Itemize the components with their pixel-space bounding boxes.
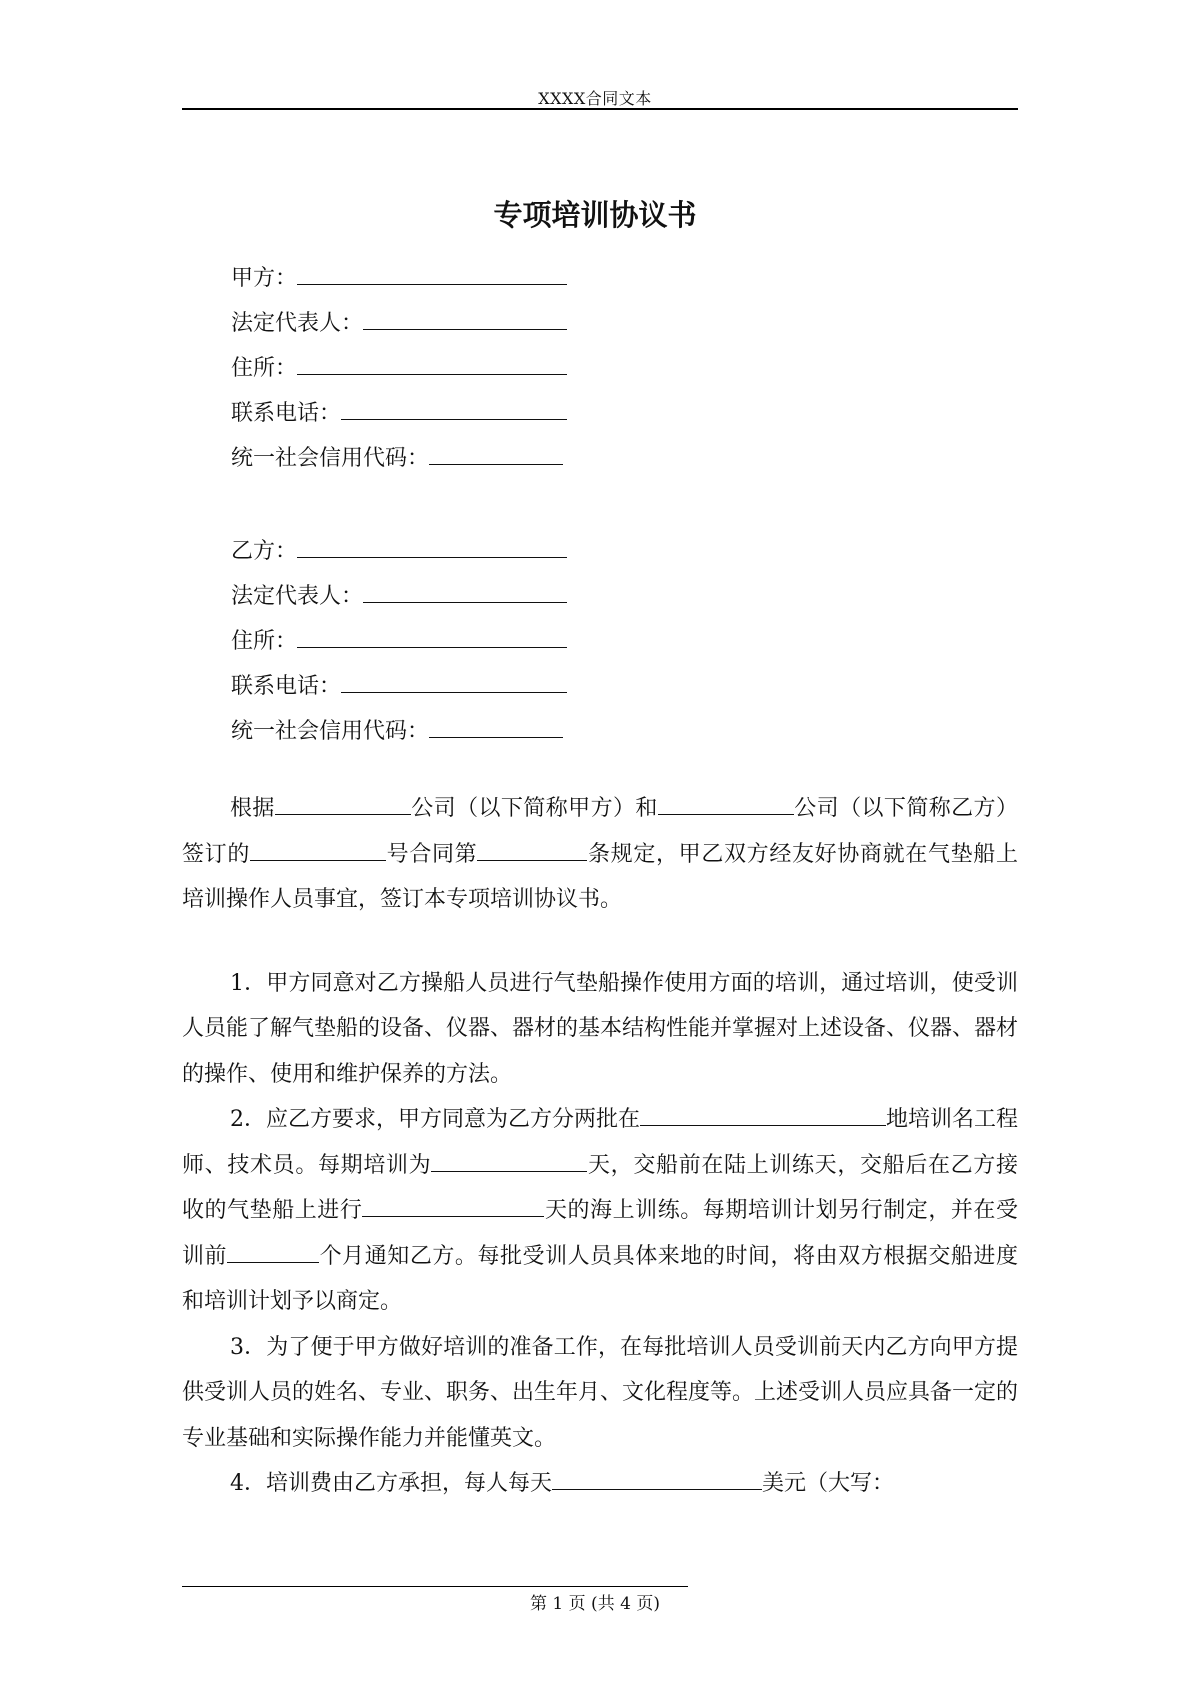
party-a-credit-code-blank[interactable] [429,442,563,465]
text-run: 个月通知乙方。每批受训人员具体来地的时间，将由双方根据交船进度和培训计划予以商定。 [182,1243,1018,1314]
field-label: 法定代表人： [231,584,364,609]
party-a-address-blank[interactable] [297,352,567,375]
party-a-representative-blank[interactable] [363,307,567,330]
party-a-company-blank[interactable] [275,792,411,815]
sea-training-days-blank[interactable] [362,1194,544,1217]
field-label: 住所： [231,356,298,381]
paragraph-gap [182,923,1018,961]
field-label: 住所： [231,629,298,654]
party-b-company-blank[interactable] [658,792,794,815]
training-days-blank[interactable] [431,1149,587,1172]
party-a-address-row [231,346,567,391]
text-run: 号合同第 [386,841,478,867]
field-label: 联系电话： [231,674,342,699]
party-b-representative-blank[interactable] [363,580,567,603]
field-label: 甲方： [231,266,298,291]
party-a-name-row [231,256,567,301]
party-b-credit-code-row [231,709,567,754]
text-run: 美元（大写： [762,1471,895,1496]
field-label: 乙方： [231,539,298,564]
party-b-phone-row [231,664,567,709]
party-b-name-blank[interactable] [297,535,567,558]
text-run: 公司（以下简称乙方）签订的 [182,796,1018,867]
party-a-credit-code-row [231,436,567,481]
text-run: 根据 [230,796,275,821]
clause-number-blank[interactable] [477,838,587,861]
party-a-phone-blank[interactable] [341,397,567,420]
text-run: 天的海上训练。每期培训计划另行制定，并在受训前 [182,1198,1018,1269]
clause-1: 1．甲方同意对乙方操船人员进行气垫船操作使用方面的培训，通过培训，使受训人员能了解气垫船的设备、仪器、器材的基本结构性能并掌握对上述设备、仪器、器材的操作、使用和维护保养的方法。 [182,970,1019,1087]
party-b-representative-row [231,574,567,619]
party-a-block [231,256,567,481]
header-divider [182,108,1018,110]
text-run: 公司（以下简称甲方）和 [410,796,658,821]
text-run: 地培训名工程师、技术员。每期培训为 [182,1107,1019,1178]
clause-3: 3．为了便于甲方做好培训的准备工作，在每批培训人员受训前天内乙方向甲方提供受训人员的姓名、专业、职务、出生年月、文化程度等。上述受训人员应具备一定的专业基础和实际操作能力并能懂英文。 [182,1334,1019,1451]
footer-divider [182,1586,688,1587]
text-run: 天，交船前在陆上训练天，交船后在乙方接收的气垫船上进行 [182,1152,1018,1223]
field-label: 统一社会信用代码： [231,446,430,471]
running-header: XXXX合同文本 [538,89,652,108]
party-b-phone-blank[interactable] [341,670,567,693]
preamble-paragraph [182,786,1018,923]
clause-2 [182,1097,1018,1325]
notice-months-blank[interactable] [227,1240,319,1263]
party-b-address-blank[interactable] [297,625,567,648]
text-run: 条规定，甲乙双方经友好协商就在气垫船上培训操作人员事宜，签订本专项培训协议书。 [182,841,1018,912]
contract-number-blank[interactable] [250,838,386,861]
party-b-address-row [231,619,567,664]
party-a-phone-row [231,391,567,436]
document-title: 专项培训协议书 [493,198,697,232]
clause-4 [182,1461,1018,1507]
agreement-body [182,786,1018,1507]
field-label: 联系电话： [231,401,342,426]
text-run: 2．应乙方要求，甲方同意为乙方分两批在 [230,1107,640,1132]
text-run: 4．培训费由乙方承担，每人每天 [230,1471,552,1496]
party-b-credit-code-blank[interactable] [429,715,563,738]
field-label: 统一社会信用代码： [231,719,430,744]
party-b-name-row [231,529,567,574]
party-a-name-blank[interactable] [297,262,567,285]
party-b-block [231,529,567,754]
party-a-representative-row [231,301,567,346]
daily-fee-blank[interactable] [552,1467,762,1490]
field-label: 法定代表人： [231,311,364,336]
training-location-blank[interactable] [640,1103,886,1126]
page-number: 第 1 页 (共 4 页) [530,1594,660,1614]
